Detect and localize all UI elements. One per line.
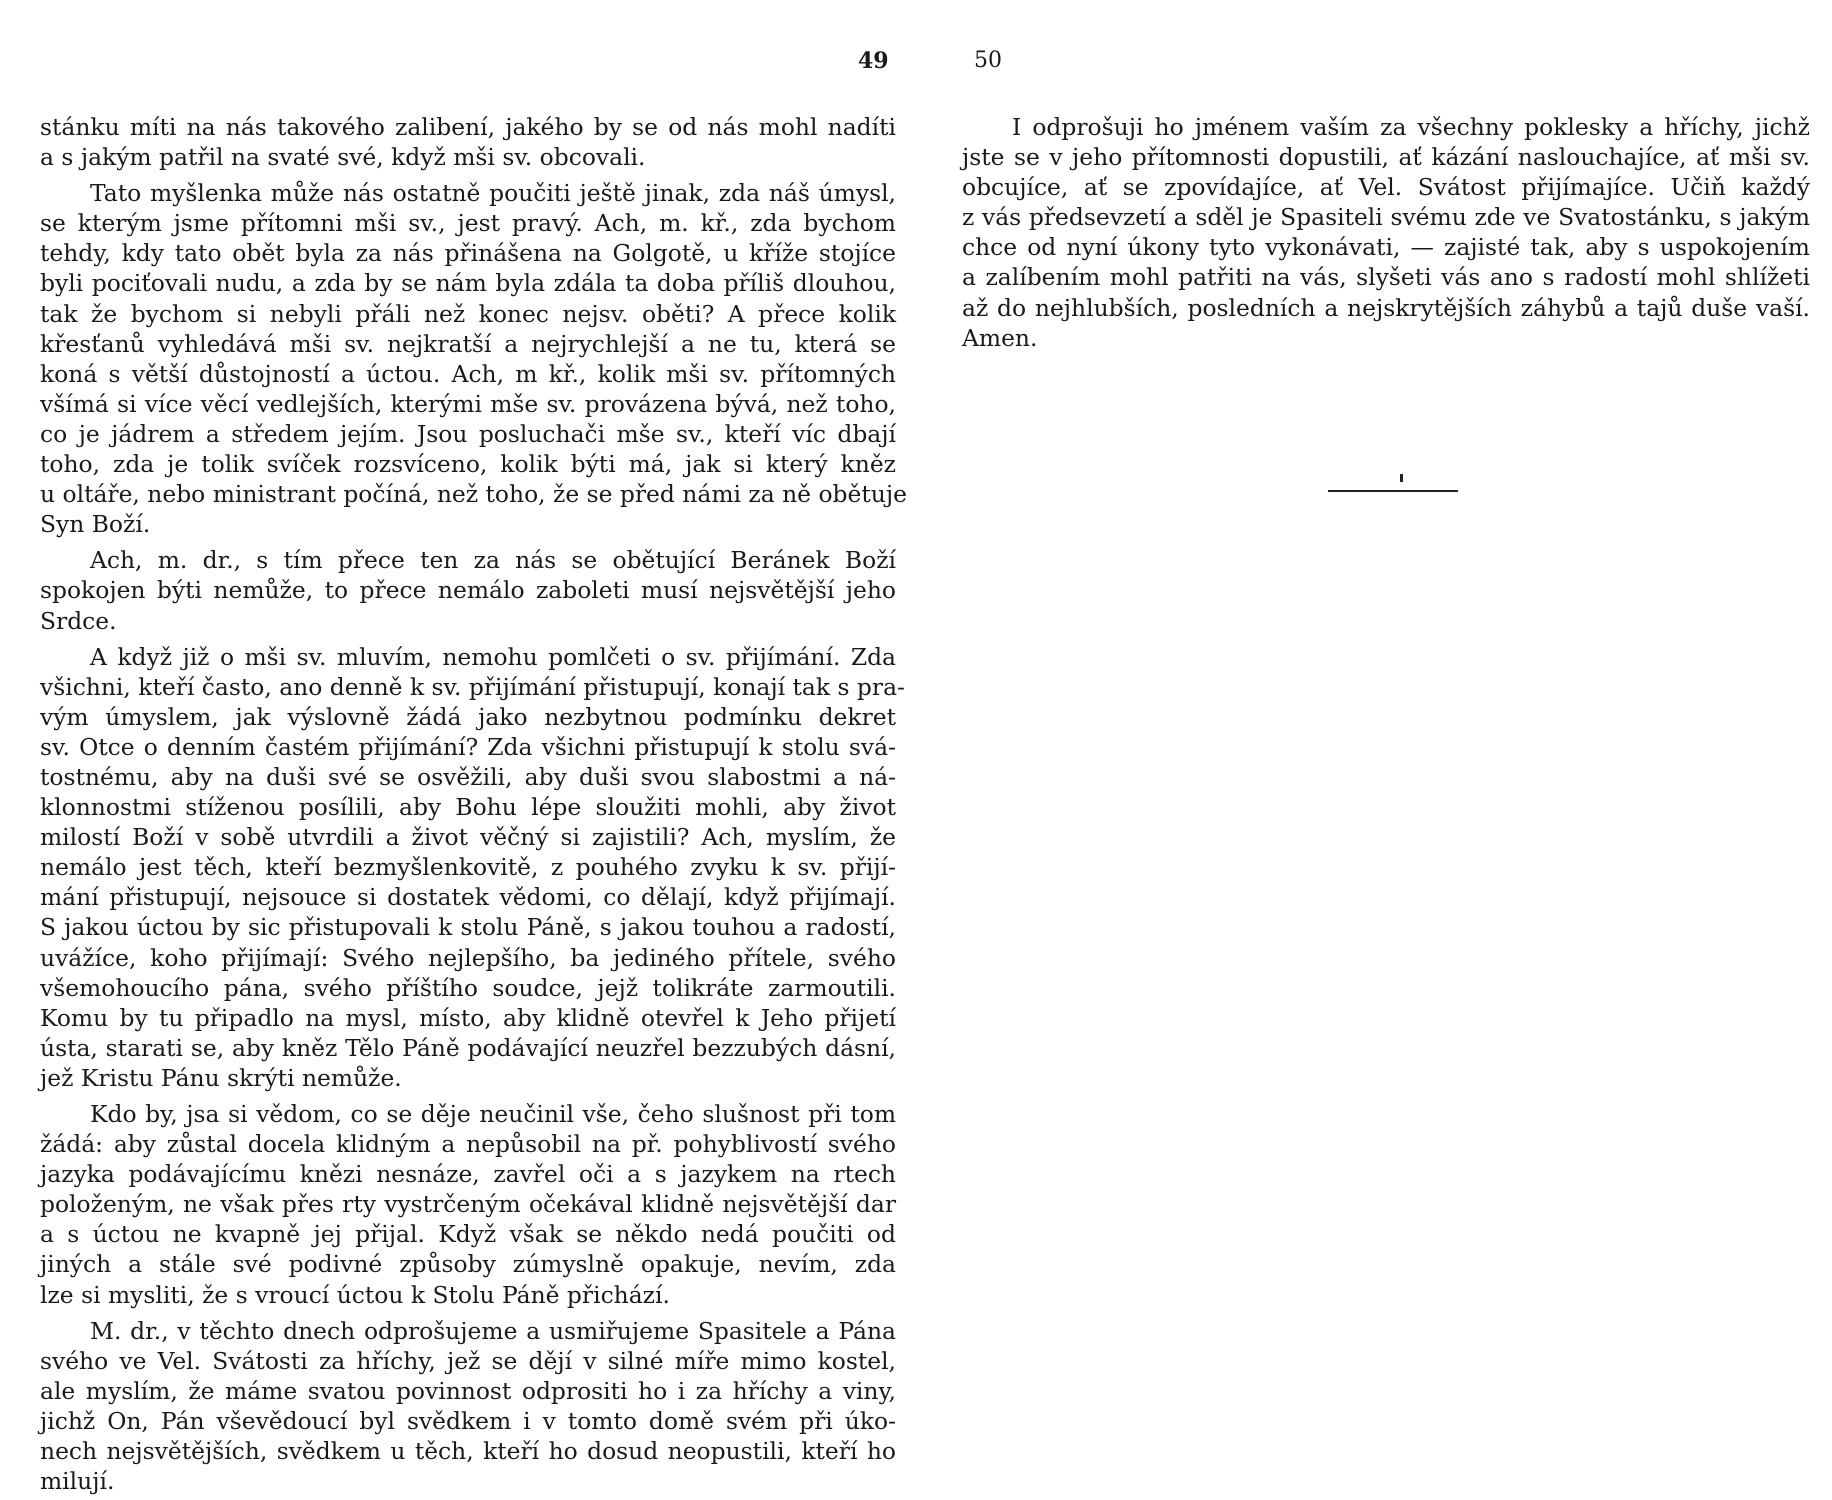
text-line: Kdo by, jsa si vědom, co se děje neučinil vše, čeho slušnost při tom (90, 1100, 896, 1128)
text-line: co je jádrem a středem jejím. Jsou posluchači mše sv., kteří víc dbají (40, 419, 896, 448)
text-line: se kterým jsme přítomni mši sv., jest pravý. Ach, m. kř., zda bychom (40, 209, 896, 238)
text-line: toho, zda je tolik svíček rozsvíceno, kolik býti má, jak si který kněz (40, 450, 896, 479)
text-line: ale myslím, že máme svatou povinnost odprositi ho i za hříchy a viny, (40, 1376, 896, 1405)
text-line: žádá: aby zůstal docela klidným a nepůsobil na př. pohyblivostí svého (40, 1130, 896, 1159)
text-line: koná s větší důstojností a úctou. Ach, m kř., kolik mši sv. přítomných (40, 359, 896, 388)
text-line: milostí Boží v sobě utvrdili a život věčný si zajistili? Ach, myslím, že (40, 823, 896, 852)
text-line: nemálo jest těch, kteří bezmyšlenkovitě, z pouhého zvyku k sv. přijí- (40, 853, 896, 882)
paragraph (962, 112, 1810, 353)
text-line: tehdy, kdy tato obět byla za nás přinášena na Golgotě, u kříže stojíce (40, 239, 896, 268)
text-line: I odprošuji ho jménem vaším za všechny poklesky a hříchy, jichž (1012, 113, 1810, 141)
text-line: jazyka podávajícímu knězi nesnáze, zavřel oči a s jazykem na rtech (40, 1160, 896, 1189)
text-line: Syn Boží. (40, 510, 151, 539)
text-line: jste se v jeho přítomnosti dopustili, ať kázání naslouchajíce, ať mši sv. (962, 143, 1810, 172)
text-line: chce od nyní úkony tyto vykonávati, — zajisté tak, aby s uspokojením (962, 233, 1810, 262)
text-line: Amen. (962, 323, 1038, 352)
text-line: lze si mysliti, že s vroucí úctou k Stolu Páně přichází. (40, 1280, 670, 1309)
paragraph (40, 1316, 896, 1497)
text-line: všemohoucího pána, svého příštího soudce, jejž tolikráte zarmoutili. (40, 973, 896, 1002)
end-separator-rule (1328, 490, 1458, 492)
text-line: tak že bychom si nebyli přáli než konec nejsv. oběti? A přece kolik (40, 299, 896, 328)
text-line: Ach, m. dr., s tím přece ten za nás se obětující Beránek Boží (90, 546, 896, 575)
page-number-right: 50 (974, 48, 1002, 73)
text-line: jež Kristu Pánu skrýti nemůže. (40, 1063, 402, 1092)
text-line: Komu by tu připadlo na mysl, místo, aby klidně otevřel k Jeho přijetí (40, 1003, 896, 1032)
text-line: křesťanů vyhledává mši sv. nejkratší a nejrychlejší a ne tu, která se (40, 329, 896, 358)
text-line: mání přistupují, nejsouce si dostatek vědomi, co dělají, když přijímají. (40, 883, 896, 912)
text-line: M. dr., v těchto dnech odprošujeme a usmiřujeme Spasitele a Pána (90, 1316, 896, 1345)
text-line: všichni, kteří často, ano denně k sv. přijímání přistupují, konají tak s pra- (40, 672, 905, 701)
text-line: vým úmyslem, jak výslovně žádá jako nezbytnou podmínku dekret (40, 702, 896, 731)
text-line: Tato myšlenka může nás ostatně poučiti ještě jinak, zda náš úmysl, (90, 179, 896, 208)
paragraph (40, 112, 896, 172)
paragraph (40, 545, 896, 635)
text-line: A když již o mši sv. mluvím, nemohu pomlčeti o sv. přijímání. Zda (90, 642, 896, 671)
text-line: Srdce. (40, 606, 117, 635)
text-line: ústa, starati se, aby kněz Tělo Páně podávající neuzřel bezzubých dásní, (40, 1033, 896, 1062)
text-line: S jakou úctou by sic přistupovali k stolu Páně, s jakou touhou a radostí, (40, 913, 896, 942)
paragraph (40, 642, 905, 1093)
text-line: a zalíbením mohl patřiti na vás, slyšeti vás ano s radostí mohl shlížeti (962, 263, 1810, 292)
text-line: položeným, ne však přes rty vystrčeným očekával klidně nejsvětější dar (40, 1190, 896, 1219)
text-line: milují. (40, 1467, 115, 1496)
text-line: uvážíce, koho přijímají: Svého nejlepšího, ba jediného přítele, svého (40, 943, 896, 972)
text-line: až do nejhlubších, posledních a nejskrytějších záhybů a tajů duše vaší. (962, 293, 1810, 322)
page-number-left: 49 (858, 48, 889, 74)
text-line: a s úctou ne kvapně jej přijal. Když však se někdo nedá poučiti od (40, 1220, 896, 1249)
left-page (40, 112, 907, 1496)
text-line: tostnému, aby na duši své se osvěžili, aby duši svou slabostmi a ná- (40, 762, 896, 791)
text-line: byli pociťovali nudu, a zda by se nám byla zdála ta doba příliš dlouhou, (40, 269, 896, 298)
text-line: z vás předsevzetí a sděl je Spasiteli svému zde ve Svatostánku, s jakým (962, 203, 1810, 232)
text-line: všímá si více věcí vedlejších, kterými mše sv. provázena bývá, než toho, (40, 389, 896, 418)
text-line: jichž On, Pán vševědoucí byl svědkem i v tomto domě svém při úko- (40, 1406, 896, 1435)
paragraph (40, 1099, 896, 1310)
text-line: a s jakým patřil na svaté své, když mši sv. obcovali. (40, 143, 646, 172)
text-line: obcujíce, ať se zpovídajíce, ať Vel. Svátost přijímajíce. Učiň každý (962, 173, 1810, 202)
text-line: sv. Otce o denním častém přijímání? Zda všichni přistupují k stolu svá- (40, 732, 896, 761)
separator-tick (1400, 474, 1403, 482)
right-page (962, 112, 1810, 353)
paragraph (40, 178, 907, 539)
text-line: spokojen býti nemůže, to přece nemálo zaboleti musí nejsvětější jeho (40, 576, 896, 605)
text-line: stánku míti na nás takového zalibení, jakého by se od nás mohl nadíti (40, 113, 896, 141)
text-line: jiných a stále své podivné způsoby zúmyslně opakuje, nevím, zda (40, 1250, 896, 1279)
text-line: klonnostmi stíženou posílili, aby Bohu lépe sloužiti mohli, aby život (40, 793, 896, 822)
text-line: u oltáře, nebo ministrant počíná, než toho, že se před námi za ně obětuje (40, 480, 907, 509)
text-line: nech nejsvětějších, svědkem u těch, kteří ho dosud neopustili, kteří ho (40, 1437, 896, 1466)
text-line: svého ve Vel. Svátosti za hříchy, jež se dějí v silné míře mimo kostel, (40, 1346, 896, 1375)
